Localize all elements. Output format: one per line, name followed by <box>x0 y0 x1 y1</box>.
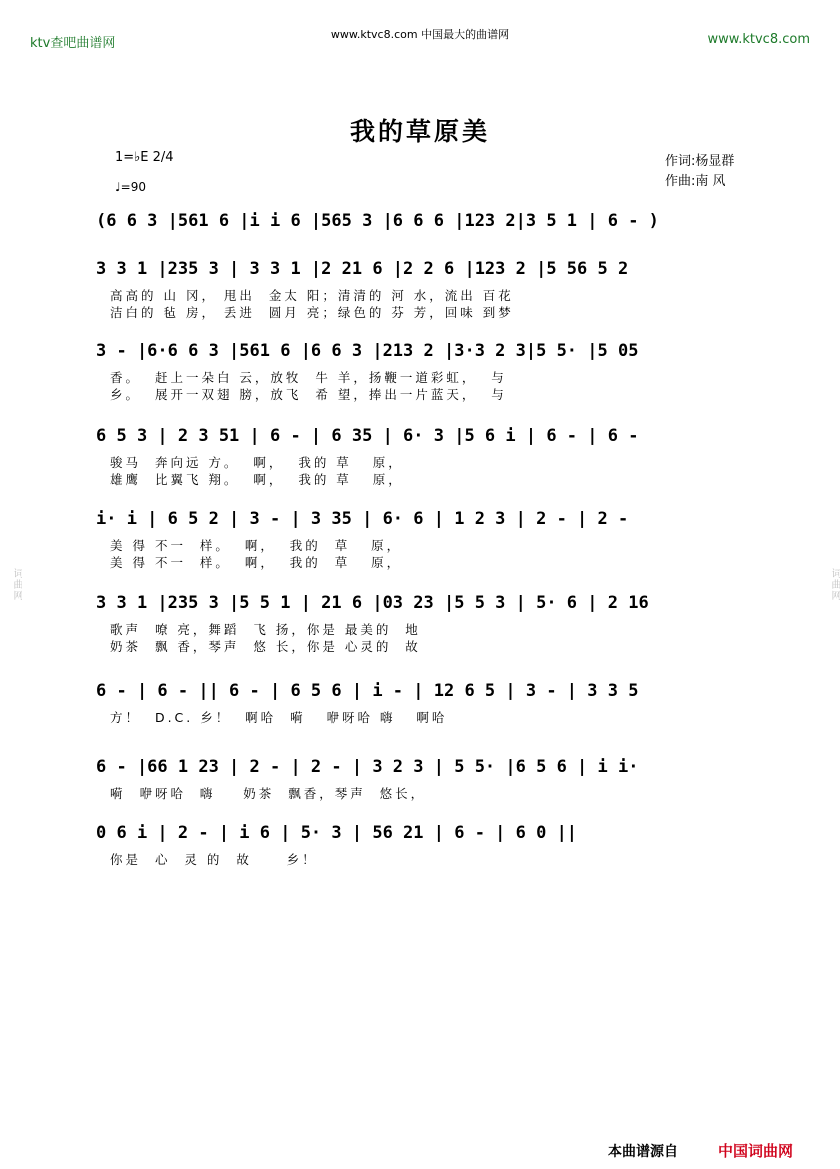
score-line <box>96 592 772 672</box>
score-line <box>96 258 772 338</box>
notation-line: 6 - |66 1 23 | 2 - | 2 - | 3 2 3 | 5 5· |6 5 6 | i i· <box>96 756 772 778</box>
lyric-line: 乡。 展开一双翅 膀，放飞 希 望，捧出一片蓝天， 与 <box>110 387 507 402</box>
watermark-text: 词曲网 <box>11 568 22 601</box>
page-title: 我的草原美 <box>349 117 490 146</box>
notation-line: (6 6 3 |561 6 |i i 6 |565 3 |6 6 6 |123 2|3 5 1 | 6 - ) <box>96 210 772 232</box>
watermark-text: 词曲网 <box>829 568 840 601</box>
lyric-line: 高高的 山 冈， 甩出 金太 阳；清清的 河 水，流出 百花 <box>110 288 514 303</box>
score-line <box>96 680 772 760</box>
left-watermark <box>0 0 22 1169</box>
lyric-line: 洁白的 毡 房， 丢进 圆月 亮；绿色的 芬 芳，回味 到梦 <box>110 305 514 320</box>
score-line <box>96 340 772 420</box>
site-header-center: www.ktvc8.com 中国最大的曲谱网 <box>330 28 510 41</box>
notation-line: 6 5 3 | 2 3 51 | 6 - | 6 35 | 6· 3 |5 6 i | 6 - | 6 - <box>96 425 772 447</box>
lyric-line: 方！ D.C. 乡！ 啊哈 嗬 咿呀哈 嗨 啊哈 <box>110 710 448 725</box>
notation-line: 3 3 1 |235 3 |5 5 1 | 21 6 |03 23 |5 5 3 | 5· 6 | 2 16 <box>96 592 772 614</box>
notation-line: 6 - | 6 - || 6 - | 6 5 6 | i - | 12 6 5 | 3 - | 3 3 5 <box>96 680 772 702</box>
lyric-line: 嗬 咿呀哈 嗨 奶茶 飘香，琴声 悠长， <box>110 786 427 801</box>
notation-line: i· i | 6 5 2 | 3 - | 3 35 | 6· 6 | 1 2 3 | 2 - | 2 - <box>96 508 772 530</box>
tempo-marking: ♩=90 <box>115 180 146 194</box>
lyric-line: 骏马 奔向远 方。 啊， 我的 草 原， <box>110 455 404 470</box>
notation-line: 0 6 i | 2 - | i 6 | 5· 3 | 56 21 | 6 - | 6 0 || <box>96 822 772 844</box>
credits <box>665 152 734 192</box>
lyricist-credit: 作词:杨显群 <box>665 154 735 169</box>
lyric-line: 雄鹰 比翼飞 翔。 啊， 我的 草 原， <box>110 472 404 487</box>
key-signature: 1=♭E 2/4 <box>115 150 174 165</box>
notation-line: 3 3 1 |235 3 | 3 3 1 |2 21 6 |2 2 6 |123 2 |5 56 5 2 <box>96 258 772 280</box>
score-line <box>96 425 772 505</box>
right-watermark <box>818 0 840 1169</box>
lyric-line: 香。 赶上一朵白 云，放牧 牛 羊，扬鞭一道彩虹， 与 <box>110 370 507 385</box>
score-line <box>96 822 772 902</box>
lyric-line: 奶茶 飘 香，琴声 悠 长，你是 心灵的 故 <box>110 639 421 654</box>
site-name-left[interactable]: ktv查吧曲谱网 <box>30 36 116 51</box>
notation-line: 3 - |6·6 6 3 |561 6 |6 6 3 |213 2 |3·3 2 3|5 5· |5 05 <box>96 340 772 362</box>
lyric-line: 你是 心 灵 的 故 乡！ <box>110 852 318 867</box>
site-url-right[interactable]: www.ktvc8.com <box>707 32 810 47</box>
footer-source-label: 本曲谱源自 <box>608 1144 678 1160</box>
lyric-line: 美 得 不一 样。 啊， 我的 草 原， <box>110 555 403 570</box>
lyric-line: 歌声 嘹 亮，舞蹈 飞 扬，你是 最美的 地 <box>110 622 421 637</box>
footer-site-link[interactable]: 中国词曲网 <box>718 1142 794 1160</box>
lyric-line: 美 得 不一 样。 啊， 我的 草 原， <box>110 538 403 553</box>
score-line <box>96 508 772 588</box>
composer-credit: 作曲:南 风 <box>665 174 726 189</box>
